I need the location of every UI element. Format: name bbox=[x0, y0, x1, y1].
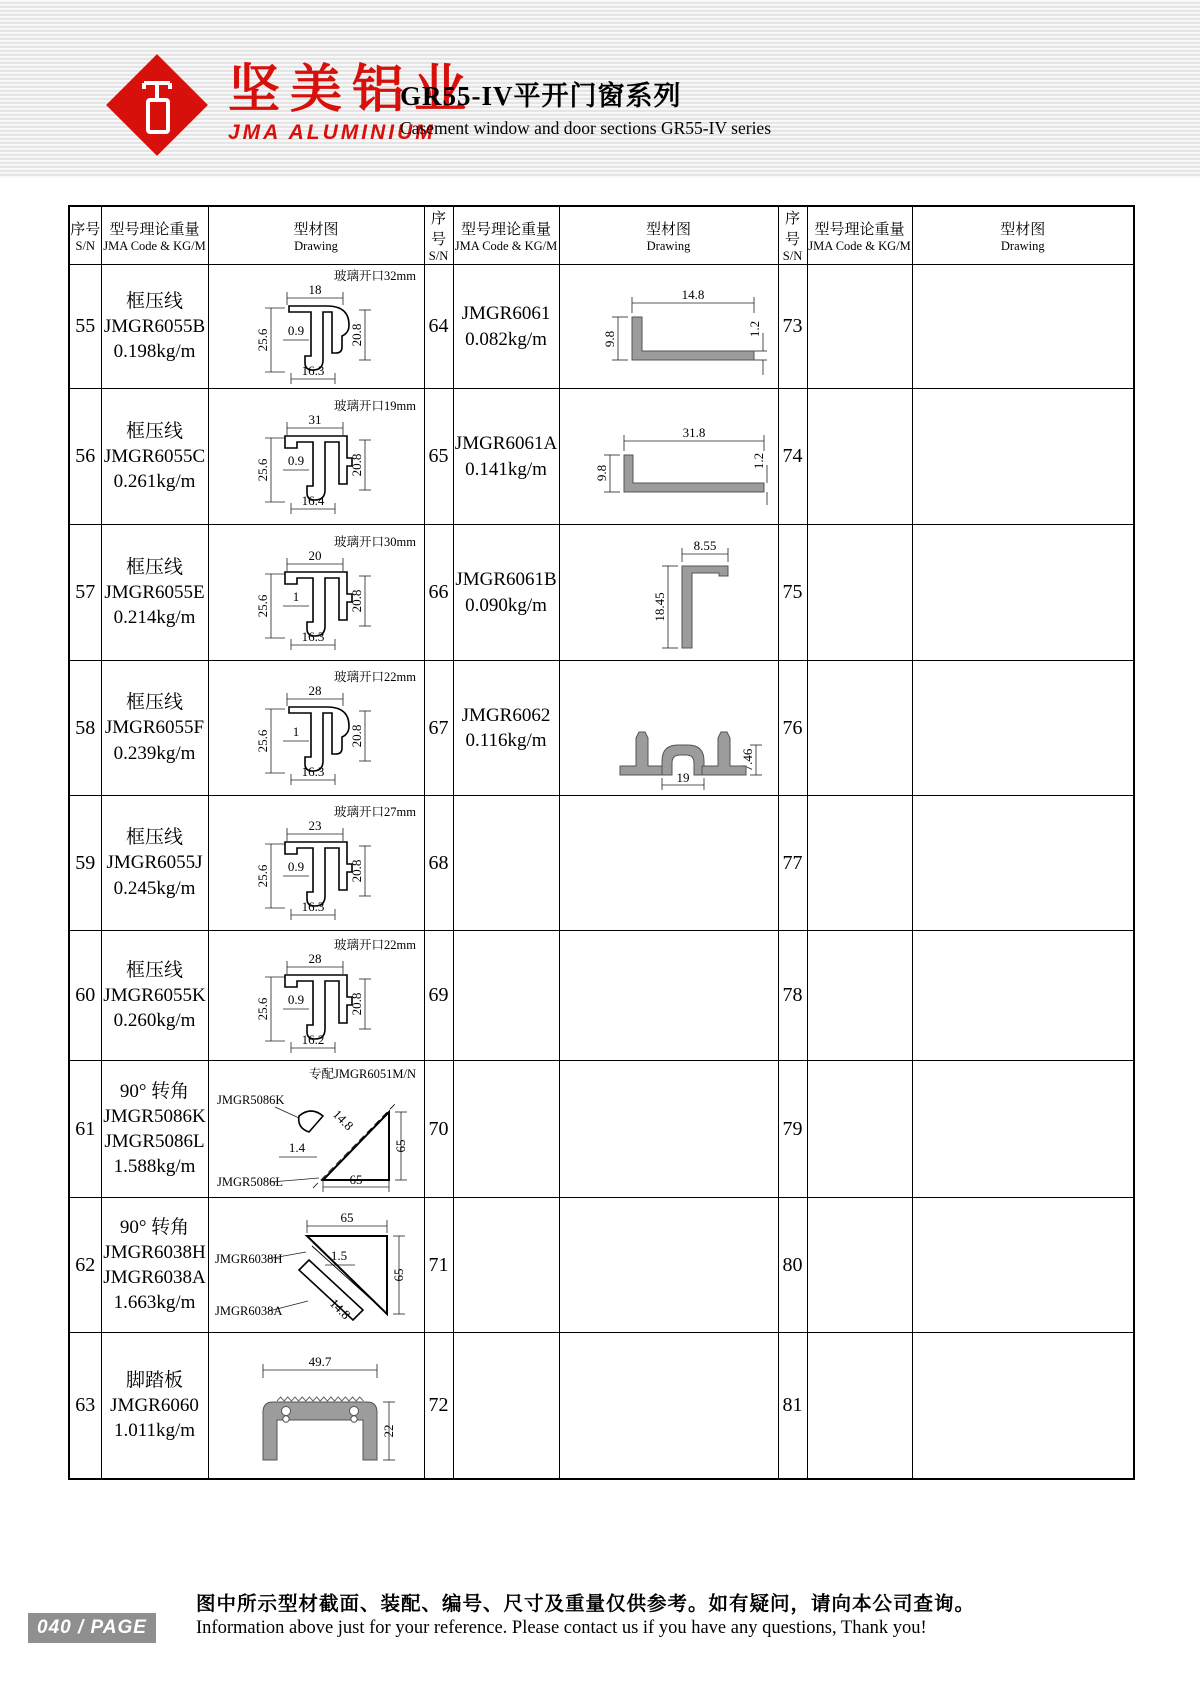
dim-label: 20.8 bbox=[349, 724, 364, 748]
profile-section bbox=[624, 455, 764, 492]
drawing-cell-60 bbox=[208, 931, 424, 1061]
sn-cell-58: 58 bbox=[69, 661, 101, 796]
code-cell-74 bbox=[807, 389, 912, 525]
dim-label: 25.6 bbox=[255, 864, 270, 888]
table-row bbox=[69, 796, 1134, 931]
code-cell-71 bbox=[453, 1198, 559, 1333]
profile-code: JMGR6055B bbox=[103, 315, 206, 337]
drawing-cell-73 bbox=[912, 265, 1134, 389]
sn-cell-73: 73 bbox=[778, 265, 807, 389]
profile-name: 框压线 bbox=[125, 420, 183, 442]
part-label: JMGR5086K bbox=[217, 1093, 285, 1107]
drawing-cell-56 bbox=[208, 389, 424, 525]
dim-label: 9.8 bbox=[601, 330, 617, 347]
col-header-drawing: 型材图 Drawing bbox=[208, 206, 424, 265]
dim-lines bbox=[662, 548, 728, 648]
dim-label: 20.8 bbox=[349, 859, 364, 883]
dim-label: 20.8 bbox=[349, 589, 364, 612]
dim-label: 20.8 bbox=[349, 453, 364, 476]
code-cell-79 bbox=[807, 1061, 912, 1198]
dim-label: 65 bbox=[349, 1172, 363, 1187]
profile-drawing-67 bbox=[566, 665, 772, 791]
sn-cell-68: 68 bbox=[424, 796, 453, 931]
profile-drawing-62 bbox=[213, 1202, 419, 1328]
table-row bbox=[69, 931, 1134, 1061]
code-cell-70 bbox=[453, 1061, 559, 1198]
dim-label: 65 bbox=[340, 1210, 354, 1225]
drawing-cell-58 bbox=[208, 661, 424, 796]
profile-code: JMGR6055J bbox=[106, 852, 203, 874]
drawing-cell-69 bbox=[559, 931, 778, 1061]
code-cell-75 bbox=[807, 525, 912, 661]
dim-label: 22 bbox=[381, 1424, 396, 1438]
dim-label: 9.8 bbox=[593, 464, 609, 481]
drawing-cell-71 bbox=[559, 1198, 778, 1333]
profile-drawing-56 bbox=[213, 398, 419, 516]
dim-label: 49.7 bbox=[308, 1354, 332, 1370]
profile-section bbox=[682, 566, 728, 648]
drawing-cell-67 bbox=[559, 661, 778, 796]
profile-name: 90° 转角 bbox=[119, 1080, 190, 1102]
profile-code: JMGR6038A bbox=[103, 1267, 206, 1288]
drawing-cell-64 bbox=[559, 265, 778, 389]
drawing-cell-65 bbox=[559, 389, 778, 525]
sn-cell-56: 56 bbox=[69, 389, 101, 525]
code-cell-72 bbox=[453, 1333, 559, 1479]
dim-label: 1.2 bbox=[750, 452, 766, 469]
dim-label: 7.46 bbox=[739, 748, 755, 772]
profile-code: JMGR6060 bbox=[110, 1394, 199, 1416]
drawing-cell-79 bbox=[912, 1061, 1134, 1198]
drawing-cell-68 bbox=[559, 796, 778, 931]
code-cell-62 bbox=[101, 1198, 208, 1333]
profile-drawing-59 bbox=[213, 804, 419, 922]
drawing-note: 玻璃开口22mm bbox=[334, 937, 416, 952]
profile-section bbox=[263, 1397, 377, 1460]
profile-drawing-57 bbox=[213, 534, 419, 652]
dim-label: 20.8 bbox=[349, 992, 364, 1015]
part-label: JMGR6038A bbox=[215, 1304, 283, 1318]
dim-label: 20.8 bbox=[349, 323, 364, 346]
table-row bbox=[69, 389, 1134, 525]
code-cell-55 bbox=[101, 265, 208, 389]
drawing-note: 玻璃开口19mm bbox=[334, 398, 416, 413]
profile-drawing-61 bbox=[213, 1066, 419, 1192]
profile-code: JMGR6055K bbox=[103, 984, 206, 1006]
col-header-code: 型号理论重量 JMA Code & KG/M bbox=[101, 206, 208, 265]
table-row bbox=[69, 265, 1134, 389]
drawing-cell-81 bbox=[912, 1333, 1134, 1479]
profile-table bbox=[68, 205, 1135, 1480]
profile-drawing-63 bbox=[213, 1344, 419, 1466]
drawing-cell-70 bbox=[559, 1061, 778, 1198]
sn-cell-67: 67 bbox=[424, 661, 453, 796]
table-row bbox=[69, 1061, 1134, 1198]
dim-label: 16.3 bbox=[301, 764, 325, 779]
dim-label: 0.9 bbox=[287, 452, 305, 468]
code-cell-68 bbox=[453, 796, 559, 931]
sn-cell-72: 72 bbox=[424, 1333, 453, 1479]
drawing-cell-76 bbox=[912, 661, 1134, 796]
code-cell-64 bbox=[453, 265, 559, 389]
table-header-row bbox=[69, 206, 1134, 265]
profile-weight: 0.245kg/m bbox=[113, 877, 196, 899]
code-cell-73 bbox=[807, 265, 912, 389]
profile-outline bbox=[285, 572, 352, 636]
dim-label: 1.5 bbox=[330, 1248, 348, 1263]
sn-cell-78: 78 bbox=[778, 931, 807, 1061]
dim-label: 14.8 bbox=[329, 1106, 357, 1134]
drawing-note: 玻璃开口30mm bbox=[334, 534, 416, 549]
table-row bbox=[69, 661, 1134, 796]
code-cell-63 bbox=[101, 1333, 208, 1479]
dim-label: 16.3 bbox=[301, 899, 325, 914]
dim-label: 0.9 bbox=[287, 991, 305, 1007]
logo-seal-icon bbox=[104, 52, 210, 158]
profile-outline bbox=[285, 842, 352, 906]
profile-weight: 1.663kg/m bbox=[113, 1292, 196, 1314]
sn-cell-60: 60 bbox=[69, 931, 101, 1061]
code-cell-66 bbox=[453, 525, 559, 661]
code-cell-80 bbox=[807, 1198, 912, 1333]
profile-code: JMGR6061A bbox=[454, 433, 558, 455]
part-label: JMGR6038H bbox=[215, 1252, 283, 1266]
profile-drawing-66 bbox=[566, 532, 772, 654]
drawing-cell-72 bbox=[559, 1333, 778, 1479]
profile-drawing-64 bbox=[566, 275, 772, 379]
dim-label: 31.8 bbox=[682, 424, 705, 440]
sn-cell-59: 59 bbox=[69, 796, 101, 931]
profile-drawing-60 bbox=[213, 937, 419, 1055]
drawing-note: 玻璃开口22mm bbox=[334, 670, 416, 684]
page-number-badge: 040 / PAGE bbox=[28, 1613, 156, 1643]
drawing-cell-62 bbox=[208, 1198, 424, 1333]
dim-label: 18 bbox=[308, 281, 322, 297]
sn-cell-80: 80 bbox=[778, 1198, 807, 1333]
profile-code: JMGR5086L bbox=[104, 1131, 205, 1152]
col-header-code: 型号理论重量 JMA Code & KG/M bbox=[807, 206, 912, 265]
profile-outline bbox=[285, 436, 352, 500]
code-cell-78 bbox=[807, 931, 912, 1061]
dim-label: 25.6 bbox=[255, 458, 270, 481]
logo-cn: 坚美铝业 bbox=[228, 62, 477, 119]
drawing-cell-59 bbox=[208, 796, 424, 931]
profile-code: JMGR6055E bbox=[104, 581, 205, 603]
dim-label: 16.2 bbox=[301, 1031, 325, 1047]
profile-weight: 0.260kg/m bbox=[113, 1010, 196, 1032]
sn-cell-81: 81 bbox=[778, 1333, 807, 1479]
sn-cell-76: 76 bbox=[778, 661, 807, 796]
col-header-code: 型号理论重量 JMA Code & KG/M bbox=[453, 206, 559, 265]
table-row bbox=[69, 1333, 1134, 1479]
profile-section bbox=[632, 317, 754, 360]
code-cell-77 bbox=[807, 796, 912, 931]
profile-weight: 0.214kg/m bbox=[113, 607, 196, 629]
sn-cell-69: 69 bbox=[424, 931, 453, 1061]
dim-label: 16.3 bbox=[301, 362, 325, 378]
profile-section bbox=[620, 732, 746, 775]
dim-label: 65 bbox=[393, 1139, 408, 1153]
profile-name: 90° 转角 bbox=[119, 1216, 190, 1238]
dim-label: 25.6 bbox=[255, 328, 270, 351]
drawing-cell-80 bbox=[912, 1198, 1134, 1333]
dim-label: 23 bbox=[308, 818, 322, 833]
drawing-cell-57 bbox=[208, 525, 424, 661]
drawing-cell-77 bbox=[912, 796, 1134, 931]
drawing-cell-74 bbox=[912, 389, 1134, 525]
sn-cell-79: 79 bbox=[778, 1061, 807, 1198]
drawing-cell-55 bbox=[208, 265, 424, 389]
profile-weight: 1.011kg/m bbox=[113, 1419, 196, 1441]
jma-logo-icon bbox=[104, 52, 210, 158]
profile-weight: 0.082kg/m bbox=[465, 328, 547, 350]
footer-note-cn: 图中所示型材截面、装配、编号、尺寸及重量仅供参考。如有疑问，请向本公司查询。 bbox=[196, 1594, 976, 1615]
sn-cell-77: 77 bbox=[778, 796, 807, 931]
col-header-sn: 序号 S/N bbox=[778, 206, 807, 265]
drawing-cell-75 bbox=[912, 525, 1134, 661]
profile-name: 框压线 bbox=[125, 556, 183, 578]
sn-cell-57: 57 bbox=[69, 525, 101, 661]
drawing-note: 玻璃开口27mm bbox=[334, 805, 416, 819]
sn-cell-74: 74 bbox=[778, 389, 807, 525]
dim-label: 20 bbox=[308, 547, 322, 563]
dim-label: 65 bbox=[391, 1268, 406, 1282]
profile-code: JMGR6061 bbox=[461, 303, 551, 325]
sn-cell-62: 62 bbox=[69, 1198, 101, 1333]
title-block bbox=[400, 74, 771, 139]
col-header-drawing: 型材图 Drawing bbox=[912, 206, 1134, 265]
sn-cell-65: 65 bbox=[424, 389, 453, 525]
drawing-note: 玻璃开口32mm bbox=[334, 268, 416, 283]
profile-code: JMGR6061B bbox=[455, 569, 557, 591]
small-corner-piece bbox=[299, 1111, 323, 1132]
dim-label: 14.8 bbox=[326, 1295, 354, 1323]
page-title-en: Casement window and door sections GR55-IV series bbox=[400, 118, 772, 138]
dim-label: 25.6 bbox=[255, 997, 270, 1020]
profile-weight: 0.261kg/m bbox=[113, 471, 196, 493]
sn-cell-55: 55 bbox=[69, 265, 101, 389]
sn-cell-63: 63 bbox=[69, 1333, 101, 1479]
sn-cell-70: 70 bbox=[424, 1061, 453, 1198]
profile-code: JMGR6055F bbox=[104, 717, 205, 739]
code-cell-61 bbox=[101, 1061, 208, 1198]
header-band bbox=[0, 0, 1200, 178]
dim-label: 16.4 bbox=[301, 492, 325, 508]
code-cell-69 bbox=[453, 931, 559, 1061]
profile-name: 框压线 bbox=[125, 827, 183, 849]
profile-weight: 1.588kg/m bbox=[113, 1156, 196, 1178]
profile-drawing-58 bbox=[213, 669, 419, 787]
dim-label: 16.3 bbox=[301, 628, 325, 644]
dim-label: 25.6 bbox=[255, 729, 270, 753]
drawing-cell-61 bbox=[208, 1061, 424, 1198]
profile-name: 框压线 bbox=[125, 692, 183, 714]
sn-cell-61: 61 bbox=[69, 1061, 101, 1198]
dim-label: 28 bbox=[308, 950, 322, 966]
code-cell-81 bbox=[807, 1333, 912, 1479]
dim-label: 1 bbox=[292, 588, 300, 604]
logo-en: JMA ALUMINIUM bbox=[228, 121, 436, 144]
drawing-cell-63 bbox=[208, 1333, 424, 1479]
dim-label: 0.9 bbox=[287, 859, 305, 874]
dim-label: 8.55 bbox=[693, 537, 716, 553]
profile-code: JMGR6062 bbox=[461, 704, 551, 726]
sn-cell-64: 64 bbox=[424, 265, 453, 389]
dim-label: 0.9 bbox=[287, 322, 305, 338]
code-cell-59 bbox=[101, 796, 208, 931]
profile-outline bbox=[289, 306, 349, 370]
profile-weight: 0.239kg/m bbox=[113, 742, 196, 764]
profile-code: JMGR5086K bbox=[103, 1105, 206, 1127]
code-cell-57 bbox=[101, 525, 208, 661]
profile-weight: 0.090kg/m bbox=[465, 594, 547, 616]
profile-drawing-65 bbox=[566, 405, 772, 509]
profile-code: JMGR6038H bbox=[103, 1241, 206, 1263]
dim-label: 1.4 bbox=[288, 1140, 306, 1155]
sn-cell-71: 71 bbox=[424, 1198, 453, 1333]
code-cell-65 bbox=[453, 389, 559, 525]
dim-label: 18.45 bbox=[651, 591, 667, 622]
col-header-sn: 序号 S/N bbox=[424, 206, 453, 265]
col-header-drawing: 型材图 Drawing bbox=[559, 206, 778, 265]
profile-name: 框压线 bbox=[125, 959, 183, 981]
profile-code: JMGR6055C bbox=[103, 445, 206, 467]
profile-weight: 0.116kg/m bbox=[465, 730, 547, 751]
code-cell-58 bbox=[101, 661, 208, 796]
drawing-cell-66 bbox=[559, 525, 778, 661]
code-cell-56 bbox=[101, 389, 208, 525]
dim-label: 31 bbox=[308, 411, 322, 427]
code-cell-67 bbox=[453, 661, 559, 796]
drawing-note: 专配JMGR6051M/N bbox=[309, 1067, 416, 1081]
dim-label: 28 bbox=[308, 683, 322, 698]
profile-outline bbox=[285, 975, 352, 1039]
page-title-cn: GR55-IV平开门窗系列 bbox=[400, 81, 682, 111]
profile-drawing-55 bbox=[213, 268, 419, 386]
profile-name: 框压线 bbox=[125, 290, 183, 312]
code-cell-60 bbox=[101, 931, 208, 1061]
sn-cell-75: 75 bbox=[778, 525, 807, 661]
dim-label: 25.6 bbox=[255, 594, 270, 617]
col-header-sn: 序号 S/N bbox=[69, 206, 101, 265]
table-row bbox=[69, 525, 1134, 661]
profile-weight: 0.141kg/m bbox=[465, 458, 547, 480]
profile-outline bbox=[289, 707, 349, 771]
drawing-cell-78 bbox=[912, 931, 1134, 1061]
dim-label: 19 bbox=[676, 770, 689, 785]
profile-weight: 0.198kg/m bbox=[113, 341, 196, 363]
sn-cell-66: 66 bbox=[424, 525, 453, 661]
dim-label: 1.2 bbox=[746, 320, 762, 337]
code-cell-76 bbox=[807, 661, 912, 796]
dim-label: 1 bbox=[292, 724, 300, 739]
profile-name: 脚踏板 bbox=[125, 1369, 183, 1391]
part-label: JMGR5086L bbox=[217, 1175, 283, 1189]
dim-label: 14.8 bbox=[681, 286, 704, 302]
table-row bbox=[69, 1198, 1134, 1333]
footer-note-en: Information above just for your reference. Please contact us if you have any questions, Thank you! bbox=[196, 1618, 927, 1638]
